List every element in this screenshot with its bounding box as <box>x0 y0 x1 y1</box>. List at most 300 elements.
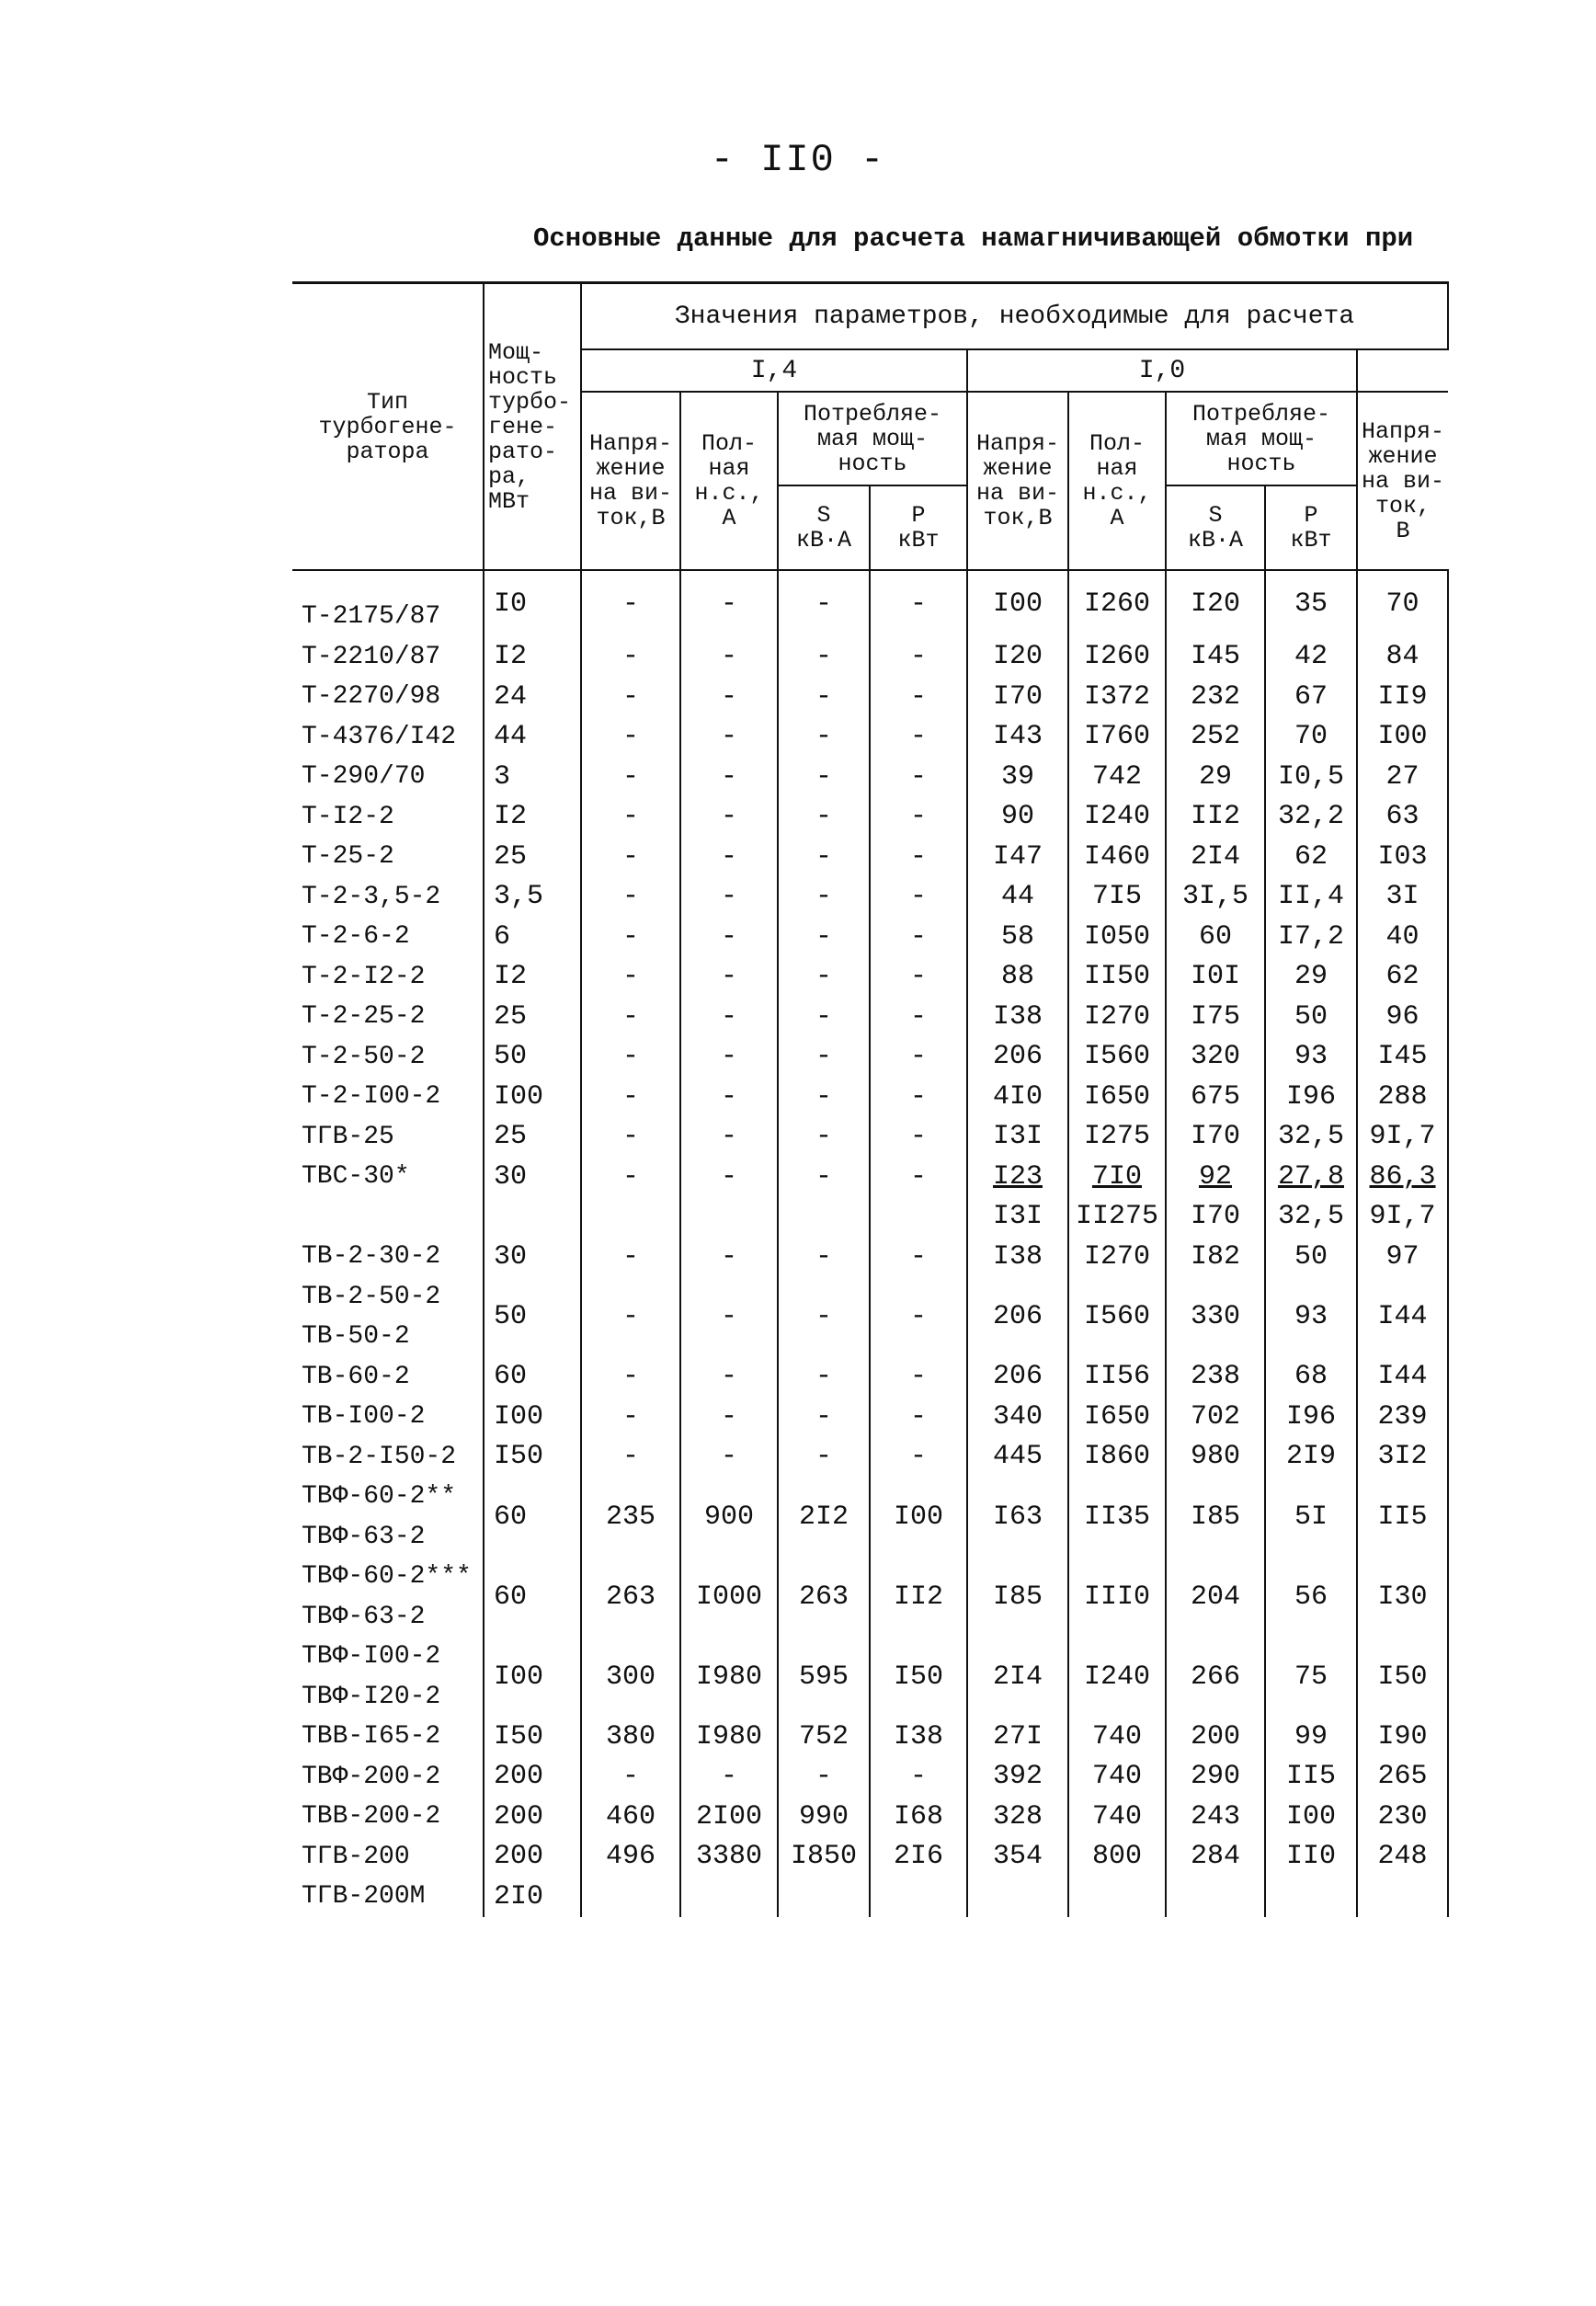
cell-c6 <box>1068 1797 1166 1837</box>
cell-generator-type: Т-2-3,5-2 <box>302 882 441 911</box>
cell-value: - <box>909 961 927 993</box>
cell-generator-type: Т-2270/98 <box>302 682 441 712</box>
cell-c1 <box>581 1877 680 1917</box>
cell-c8 <box>1265 1277 1357 1357</box>
cell-c3 <box>778 1157 870 1197</box>
cell-c1 <box>581 637 680 678</box>
cell-value: - <box>720 1441 737 1473</box>
cell-c4 <box>870 1557 967 1637</box>
cell-value: 284 <box>1190 1841 1240 1873</box>
cell-c8 <box>1265 1397 1357 1437</box>
cell-value: - <box>720 961 737 993</box>
table-row <box>292 1197 1448 1238</box>
cell-value: I38 <box>992 1000 1043 1033</box>
cell-value: II0 <box>1285 1841 1336 1873</box>
cell-c4 <box>870 1237 967 1277</box>
cell-value: I70 <box>992 680 1043 713</box>
cell-value: 354 <box>992 1841 1043 1873</box>
generator-data-table <box>292 281 1449 1917</box>
cell-c6 <box>1068 1637 1166 1717</box>
cell-c5 <box>967 1157 1068 1197</box>
cell-c2 <box>680 1117 778 1158</box>
cell-c6 <box>1068 1757 1166 1798</box>
cell-value: I20 <box>1190 588 1240 620</box>
table-row <box>292 1797 1448 1837</box>
cell-c1 <box>581 997 680 1037</box>
cell-value: III0 <box>1083 1581 1150 1613</box>
cell-value: 29 <box>1294 961 1328 993</box>
cell-c7 <box>1166 1397 1265 1437</box>
cell-value: I0,5 <box>1277 760 1344 793</box>
cell-c2 <box>680 797 778 838</box>
cell-c7 <box>1166 917 1265 957</box>
cell-value: I372 <box>1083 680 1150 713</box>
cell-c7 <box>1166 1877 1265 1917</box>
cell-value: - <box>909 801 927 833</box>
cell-value: 328 <box>992 1800 1043 1832</box>
cell-c2 <box>680 1077 778 1117</box>
cell-value: - <box>621 801 639 833</box>
cell-c7 <box>1166 1557 1265 1637</box>
cell-c2 <box>680 917 778 957</box>
cell-value: 238 <box>1190 1361 1240 1393</box>
cell-c7 <box>1166 1837 1265 1878</box>
cell-value: I270 <box>1083 1240 1150 1273</box>
cell-value: - <box>621 1400 639 1433</box>
cell-c3 <box>778 917 870 957</box>
cell-value: 243 <box>1190 1800 1240 1832</box>
cell-value: 2I9 <box>1285 1441 1336 1473</box>
cell-value: I96 <box>1285 1080 1336 1113</box>
cell-power: 60 <box>484 1357 581 1398</box>
cell-value: 63 <box>1385 801 1419 833</box>
cell-c4 <box>870 1117 967 1158</box>
cell-value: 263 <box>605 1581 656 1613</box>
table-row <box>292 717 1448 758</box>
cell-c3 <box>778 1757 870 1798</box>
cell-c8 <box>1265 1157 1357 1197</box>
cell-c9 <box>1357 1197 1448 1238</box>
cell-c9 <box>1357 717 1448 758</box>
cell-value: I20 <box>992 641 1043 673</box>
cell-c2 <box>680 1277 778 1357</box>
cell-c2 <box>680 570 778 637</box>
cell-c5 <box>967 1717 1068 1757</box>
cell-c6 <box>1068 1877 1166 1917</box>
cell-c3 <box>778 717 870 758</box>
cell-c7 <box>1166 1277 1265 1357</box>
table-row <box>292 1837 1448 1878</box>
cell-c6 <box>1068 1717 1166 1757</box>
cell-c9 <box>1357 757 1448 797</box>
cell-value: - <box>621 1441 639 1473</box>
cell-value: 88 <box>1000 961 1034 993</box>
cell-value: 32,2 <box>1277 801 1344 833</box>
cell-value: 200 <box>1190 1720 1240 1752</box>
cell-power: 30 <box>484 1157 581 1197</box>
cell-value: - <box>720 920 737 953</box>
cell-c6 <box>1068 877 1166 918</box>
cell-c6 <box>1068 1357 1166 1398</box>
cell-power: 25 <box>484 1117 581 1158</box>
cell-value: II9 <box>1377 680 1428 713</box>
cell-power: 200 <box>484 1837 581 1878</box>
cell-c7 <box>1166 677 1265 717</box>
table-row <box>292 677 1448 717</box>
cell-value: II2 <box>893 1581 943 1613</box>
cell-c4 <box>870 1277 967 1357</box>
table-row <box>292 1157 1448 1197</box>
cell-c6 <box>1068 717 1166 758</box>
cell-c7 <box>1166 717 1265 758</box>
cell-power: I0 <box>484 570 581 637</box>
cell-c4 <box>870 757 967 797</box>
cell-c7 <box>1166 1437 1265 1478</box>
cell-power: I2 <box>484 797 581 838</box>
cell-value: - <box>720 1121 737 1153</box>
cell-c8 <box>1265 1477 1357 1557</box>
table-row <box>292 1357 1448 1398</box>
cell-value: - <box>909 760 927 793</box>
table-row <box>292 1277 1448 1318</box>
table-row <box>292 1437 1448 1478</box>
cell-c7 <box>1166 1357 1265 1398</box>
cell-c4 <box>870 677 967 717</box>
cell-power: I00 <box>484 1397 581 1437</box>
cell-value: 29 <box>1198 760 1232 793</box>
cell-value: - <box>909 1301 927 1332</box>
cell-value: 204 <box>1190 1581 1240 1613</box>
cell-value: 752 <box>798 1720 849 1752</box>
cell-value: 84 <box>1385 641 1419 673</box>
cell-c3 <box>778 1837 870 1878</box>
cell-value: 2I4 <box>992 1661 1043 1693</box>
cell-value: I30 <box>1377 1581 1428 1613</box>
cell-value: 3380 <box>695 1841 762 1873</box>
cell-c6 <box>1068 957 1166 998</box>
header-group-1-0: I,0 <box>967 349 1357 392</box>
cell-c8 <box>1265 877 1357 918</box>
cell-value: - <box>909 881 927 913</box>
cell-value: - <box>720 881 737 913</box>
cell-generator-type: ТВ-2-30-2 <box>302 1242 441 1272</box>
cell-c5 <box>967 1237 1068 1277</box>
cell-c4 <box>870 1877 967 1917</box>
cell-value: 70 <box>1385 588 1419 620</box>
cell-value: 392 <box>992 1761 1043 1793</box>
cell-value: I650 <box>1083 1400 1150 1433</box>
cell-value: 740 <box>1091 1761 1142 1793</box>
cell-power: I2 <box>484 637 581 678</box>
cell-value: 265 <box>1377 1761 1428 1793</box>
cell-value: 340 <box>992 1400 1043 1433</box>
cell-c8 <box>1265 1197 1357 1238</box>
cell-value: 97 <box>1385 1240 1419 1273</box>
cell-value: 96 <box>1385 1000 1419 1033</box>
cell-value: - <box>621 760 639 793</box>
cell-value: 235 <box>605 1501 656 1533</box>
cell-value: - <box>909 721 927 753</box>
cell-value: - <box>815 1400 832 1433</box>
cell-c5 <box>967 1037 1068 1078</box>
cell-c6 <box>1068 997 1166 1037</box>
cell-value: - <box>720 1240 737 1273</box>
cell-c4 <box>870 717 967 758</box>
cell-value: - <box>621 1301 639 1332</box>
cell-value: 740 <box>1091 1800 1142 1832</box>
table-body <box>292 570 1448 1917</box>
cell-c9 <box>1357 1037 1448 1078</box>
cell-value: - <box>909 680 927 713</box>
cell-c3 <box>778 677 870 717</box>
cell-value: - <box>815 1121 832 1153</box>
cell-c1 <box>581 1237 680 1277</box>
cell-value: - <box>720 1301 737 1332</box>
cell-c1 <box>581 1117 680 1158</box>
cell-c2 <box>680 1757 778 1798</box>
cell-value: 290 <box>1190 1761 1240 1793</box>
cell-c2 <box>680 1877 778 1917</box>
table-row <box>292 837 1448 877</box>
cell-value: 990 <box>798 1800 849 1832</box>
cell-value: 75 <box>1294 1661 1328 1693</box>
cell-c8 <box>1265 1637 1357 1717</box>
cell-value: I63 <box>992 1501 1043 1533</box>
cell-value: 39 <box>1000 760 1034 793</box>
cell-c8 <box>1265 1717 1357 1757</box>
cell-c4 <box>870 917 967 957</box>
cell-power: I50 <box>484 1437 581 1478</box>
cell-value: I260 <box>1083 588 1150 620</box>
cell-power: 6 <box>484 917 581 957</box>
cell-power: 50 <box>484 1277 581 1357</box>
cell-value: 62 <box>1385 961 1419 993</box>
cell-c7 <box>1166 997 1265 1037</box>
cell-c9 <box>1357 677 1448 717</box>
cell-power: 3 <box>484 757 581 797</box>
cell-c9 <box>1357 877 1448 918</box>
cell-power: 24 <box>484 677 581 717</box>
cell-value: 50 <box>1294 1000 1328 1033</box>
cell-c9 <box>1357 1357 1448 1398</box>
cell-c8 <box>1265 677 1357 717</box>
cell-value: - <box>720 1400 737 1433</box>
cell-generator-type: ТВФ-I00-2 <box>302 1642 441 1672</box>
cell-value: - <box>909 1041 927 1073</box>
cell-generator-type: ТВ-60-2 <box>302 1362 410 1391</box>
cell-value: I90 <box>1377 1720 1428 1752</box>
cell-c9 <box>1357 837 1448 877</box>
cell-c8 <box>1265 570 1357 637</box>
cell-c4 <box>870 837 967 877</box>
cell-generator-type: ТВФ-63-2 <box>302 1522 426 1551</box>
cell-value: - <box>720 760 737 793</box>
cell-c9 <box>1357 1157 1448 1197</box>
cell-value: 742 <box>1091 760 1142 793</box>
cell-generator-type <box>292 1197 484 1238</box>
cell-value: I3I <box>992 1201 1043 1233</box>
cell-power: 60 <box>484 1477 581 1557</box>
cell-c9 <box>1357 1077 1448 1117</box>
cell-c2 <box>680 1037 778 1078</box>
cell-generator-type: Т-290/70 <box>302 762 426 792</box>
cell-c1 <box>581 570 680 637</box>
cell-value: 445 <box>992 1441 1043 1473</box>
cell-c5 <box>967 1357 1068 1398</box>
cell-c4 <box>870 997 967 1037</box>
header-group-1-4: I,4 <box>581 349 967 392</box>
table-row <box>292 1237 1448 1277</box>
cell-c3 <box>778 570 870 637</box>
header-type: Тип турбогене- ратора <box>292 283 484 571</box>
cell-value: 4I0 <box>992 1080 1043 1113</box>
cell-value: I44 <box>1377 1301 1428 1332</box>
cell-value: I85 <box>1190 1501 1240 1533</box>
cell-c2 <box>680 637 778 678</box>
cell-c6 <box>1068 1197 1166 1238</box>
cell-value: I38 <box>992 1240 1043 1273</box>
cell-c1 <box>581 1837 680 1878</box>
cell-c4 <box>870 1637 967 1717</box>
cell-value: - <box>621 1121 639 1153</box>
cell-generator-type: ТВФ-I20-2 <box>302 1682 441 1711</box>
header-p-2: P кВт <box>1265 485 1357 570</box>
cell-value: 2I6 <box>893 1841 943 1873</box>
cell-c6 <box>1068 1077 1166 1117</box>
cell-value: 263 <box>798 1581 849 1613</box>
cell-value: - <box>621 1000 639 1033</box>
cell-c2 <box>680 1637 778 1717</box>
cell-value: 980 <box>1190 1441 1240 1473</box>
cell-value: - <box>815 1080 832 1113</box>
cell-value: 90 <box>1000 801 1034 833</box>
cell-c3 <box>778 1637 870 1717</box>
cell-value: - <box>720 1080 737 1113</box>
cell-c7 <box>1166 1197 1265 1238</box>
cell-value: - <box>621 1240 639 1273</box>
cell-value: 266 <box>1190 1661 1240 1693</box>
cell-c1 <box>581 717 680 758</box>
cell-c5 <box>967 957 1068 998</box>
cell-value: 460 <box>605 1800 656 1832</box>
cell-c4 <box>870 1357 967 1398</box>
cell-value: I980 <box>695 1661 762 1693</box>
cell-value: - <box>909 1400 927 1433</box>
cell-value: - <box>815 840 832 873</box>
cell-generator-type: Т-2-I00-2 <box>302 1082 441 1112</box>
cell-c9 <box>1357 1797 1448 1837</box>
cell-c6 <box>1068 1157 1166 1197</box>
cell-value: II,4 <box>1277 881 1344 913</box>
cell-value: - <box>909 840 927 873</box>
cell-value: - <box>621 1361 639 1393</box>
cell-c7 <box>1166 797 1265 838</box>
cell-c8 <box>1265 837 1357 877</box>
cell-c5 <box>967 1397 1068 1437</box>
cell-c3 <box>778 1477 870 1557</box>
cell-value: 86,3 <box>1369 1160 1436 1193</box>
header-voltage-1: Напря- жение на ви- ток,В <box>581 392 680 570</box>
cell-value: 44 <box>1000 881 1034 913</box>
cell-c2 <box>680 957 778 998</box>
cell-c1 <box>581 1277 680 1357</box>
cell-c4 <box>870 1837 967 1878</box>
cell-value: 3I,5 <box>1181 881 1248 913</box>
cell-value: - <box>720 588 737 620</box>
cell-c8 <box>1265 1837 1357 1878</box>
cell-c3 <box>778 957 870 998</box>
cell-c5 <box>967 1077 1068 1117</box>
cell-c5 <box>967 1877 1068 1917</box>
cell-value: 239 <box>1377 1400 1428 1433</box>
cell-c5 <box>967 1637 1068 1717</box>
cell-c5 <box>967 1557 1068 1637</box>
cell-c2 <box>680 1157 778 1197</box>
cell-value: - <box>720 1361 737 1393</box>
cell-value: - <box>815 1000 832 1033</box>
cell-c1 <box>581 1637 680 1717</box>
cell-value: 248 <box>1377 1841 1428 1873</box>
cell-c1 <box>581 1557 680 1637</box>
cell-c3 <box>778 1557 870 1637</box>
cell-value: - <box>909 1000 927 1033</box>
cell-value: I38 <box>893 1720 943 1752</box>
cell-value: I96 <box>1285 1400 1336 1433</box>
header-consumed-2: Потребляе- мая мощ- ность <box>1166 392 1357 485</box>
cell-value: - <box>909 1441 927 1473</box>
cell-generator-type: ТГВ-25 <box>302 1122 394 1151</box>
cell-c4 <box>870 1477 967 1557</box>
cell-power: 44 <box>484 717 581 758</box>
cell-generator-type: Т-4376/I42 <box>302 722 457 751</box>
cell-c9 <box>1357 1397 1448 1437</box>
cell-c3 <box>778 1277 870 1357</box>
table-row <box>292 1877 1448 1917</box>
cell-value: - <box>815 641 832 673</box>
cell-c6 <box>1068 797 1166 838</box>
cell-power: 50 <box>484 1037 581 1078</box>
cell-value: - <box>720 721 737 753</box>
cell-c9 <box>1357 1837 1448 1878</box>
cell-c1 <box>581 917 680 957</box>
cell-c3 <box>778 757 870 797</box>
cell-c3 <box>778 1357 870 1398</box>
cell-value: I240 <box>1083 1661 1150 1693</box>
cell-c4 <box>870 1037 967 1078</box>
cell-generator-type: ТВФ-63-2 <box>302 1602 426 1631</box>
cell-c2 <box>680 1437 778 1478</box>
cell-value: - <box>815 1361 832 1393</box>
cell-c5 <box>967 1437 1068 1478</box>
cell-value: - <box>909 1361 927 1393</box>
cell-value: - <box>815 1041 832 1073</box>
cell-c5 <box>967 1197 1068 1238</box>
cell-value: - <box>909 1240 927 1273</box>
cell-c2 <box>680 1837 778 1878</box>
page-number: - II0 - <box>710 138 886 182</box>
cell-c7 <box>1166 1637 1265 1717</box>
cell-value: I50 <box>893 1661 943 1693</box>
cell-c7 <box>1166 877 1265 918</box>
cell-c4 <box>870 1797 967 1837</box>
cell-value: - <box>909 1761 927 1793</box>
cell-c3 <box>778 1197 870 1238</box>
cell-generator-type: Т-I2-2 <box>302 802 394 831</box>
cell-power: 200 <box>484 1757 581 1798</box>
cell-generator-type: ТВФ-60-2*** <box>302 1562 472 1592</box>
header-voltage-3: Напря- жение на ви- ток, В <box>1357 392 1448 570</box>
cell-value: 232 <box>1190 680 1240 713</box>
